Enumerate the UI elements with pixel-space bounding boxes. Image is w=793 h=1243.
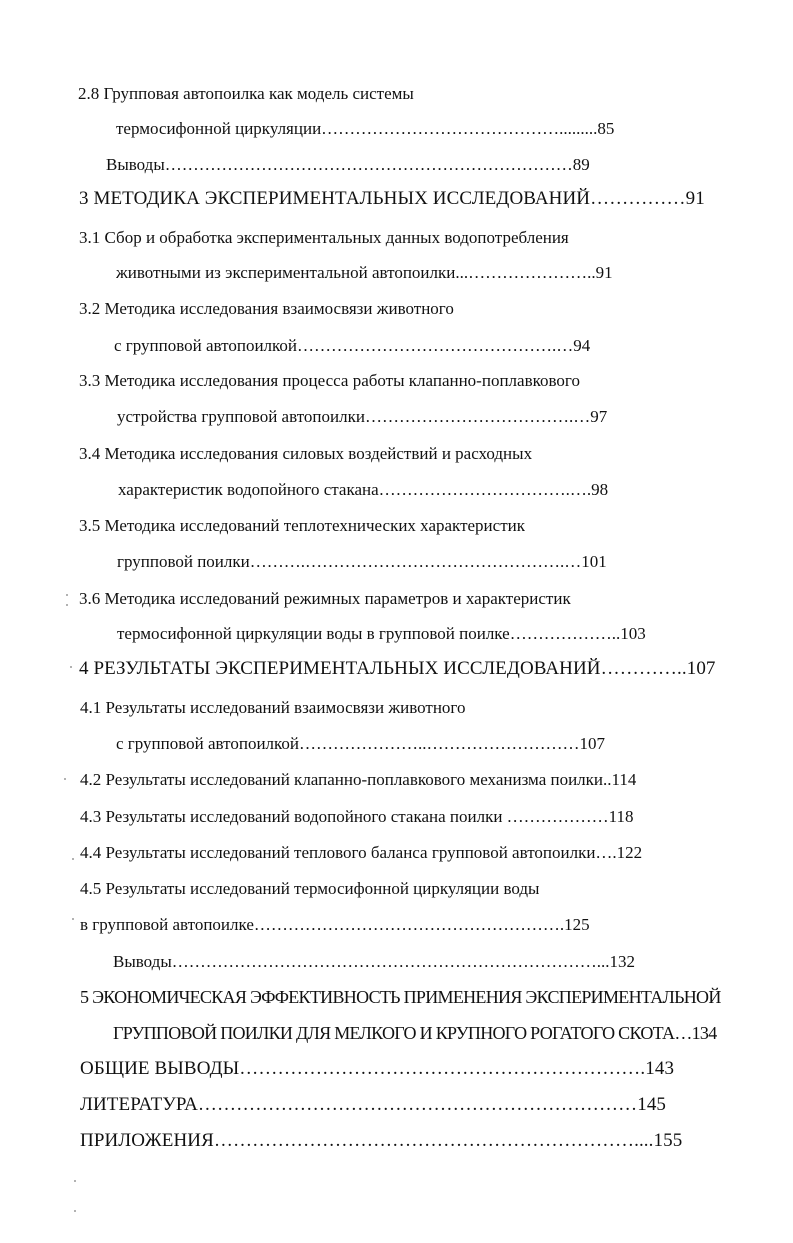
toc-entry-3-2: 3.2 Методика исследования взаимосвязи животного <box>79 299 454 318</box>
scan-speck <box>74 1180 76 1182</box>
toc-entry-3-3-cont: устройства групповой автопоилки……………………………….…97 <box>117 407 608 426</box>
toc-entry-2-8: 2.8 Групповая автопоилка как модель системы <box>78 84 414 103</box>
toc-entry-4-3: 4.3 Результаты исследований водопойного стакана поилки ………………118 <box>80 807 634 826</box>
toc-entry-4-1: 4.1 Результаты исследований взаимосвязи животного <box>80 698 466 717</box>
toc-entry-3-1: 3.1 Сбор и обработка экспериментальных данных водопотребления <box>79 228 569 247</box>
toc-entry-4-1-cont: с групповой автопоилкой…………………..………………………107 <box>116 734 606 753</box>
toc-literature: ЛИТЕРАТУРА……………………………………………………………145 <box>80 1094 667 1115</box>
toc-entry-3-5-cont: групповой поилки……….……………………………………….…101 <box>117 552 607 571</box>
toc-entry-3-2-cont: с групповой автопоилкой……………………………………….…94 <box>114 336 591 355</box>
toc-entry-4-2: 4.2 Результаты исследований клапанно-поплавкового механизма поилки..114 <box>80 770 637 789</box>
toc-entry-3-4-cont: характеристик водопойного стакана…………………………….….98 <box>118 480 609 499</box>
toc-entry-4-5-cont: в групповой автопоилке……………………………………………….125 <box>80 915 590 934</box>
scan-speck <box>66 594 68 596</box>
toc-chapter-5: 5 ЭКОНОМИЧЕСКАЯ ЭФФЕКТИВНОСТЬ ПРИМЕНЕНИЯ ЭКСПЕРИМЕНТАЛЬНОЙ <box>80 987 721 1007</box>
toc-entry-conclusions-4: Выводы…………………………………………………………………...132 <box>113 952 636 971</box>
scan-speck <box>66 604 68 606</box>
toc-entry-4-4: 4.4 Результаты исследований теплового баланса групповой автопоилки….122 <box>80 843 643 862</box>
toc-chapter-3: 3 МЕТОДИКА ЭКСПЕРИМЕНТАЛЬНЫХ ИССЛЕДОВАНИЙ……………91 <box>79 188 705 209</box>
toc-entry-3-6-cont: термосифонной циркуляции воды в групповой поилке………………..103 <box>117 624 646 643</box>
toc-entry-3-4: 3.4 Методика исследования силовых воздействий и расходных <box>79 444 533 463</box>
toc-entry-3-5: 3.5 Методика исследований теплотехнических характеристик <box>79 516 525 535</box>
scan-speck <box>72 918 74 920</box>
toc-general-conclusions: ОБЩИЕ ВЫВОДЫ……………………………………………………….143 <box>80 1058 675 1079</box>
scan-speck <box>64 778 66 780</box>
toc-entry-conclusions-2: Выводы………………………………………………………………89 <box>106 155 590 174</box>
toc-chapter-5-cont: ГРУППОВОЙ ПОИЛКИ ДЛЯ МЕЛКОГО И КРУПНОГО РОГАТОГО СКОТА…134 <box>113 1023 717 1043</box>
scan-speck <box>70 666 72 668</box>
toc-entry-2-8-cont: термосифонной циркуляции…………………………………….........85 <box>116 119 615 138</box>
toc-entry-4-5: 4.5 Результаты исследований термосифонной циркуляции воды <box>80 879 540 898</box>
toc-entry-3-3: 3.3 Методика исследования процесса работы клапанно-поплавкового <box>79 371 580 390</box>
toc-entry-3-6: 3.6 Методика исследований режимных параметров и характеристик <box>79 589 571 608</box>
toc-appendices: ПРИЛОЖЕНИЯ…………………………………………………………....155 <box>80 1130 683 1151</box>
toc-entry-3-1-cont: животными из экспериментальной автопоилки...…………………..91 <box>116 263 613 282</box>
toc-chapter-4: 4 РЕЗУЛЬТАТЫ ЭКСПЕРИМЕНТАЛЬНЫХ ИССЛЕДОВАНИЙ…………..107 <box>79 658 716 679</box>
scan-speck <box>74 1210 76 1212</box>
scan-speck <box>72 858 74 860</box>
